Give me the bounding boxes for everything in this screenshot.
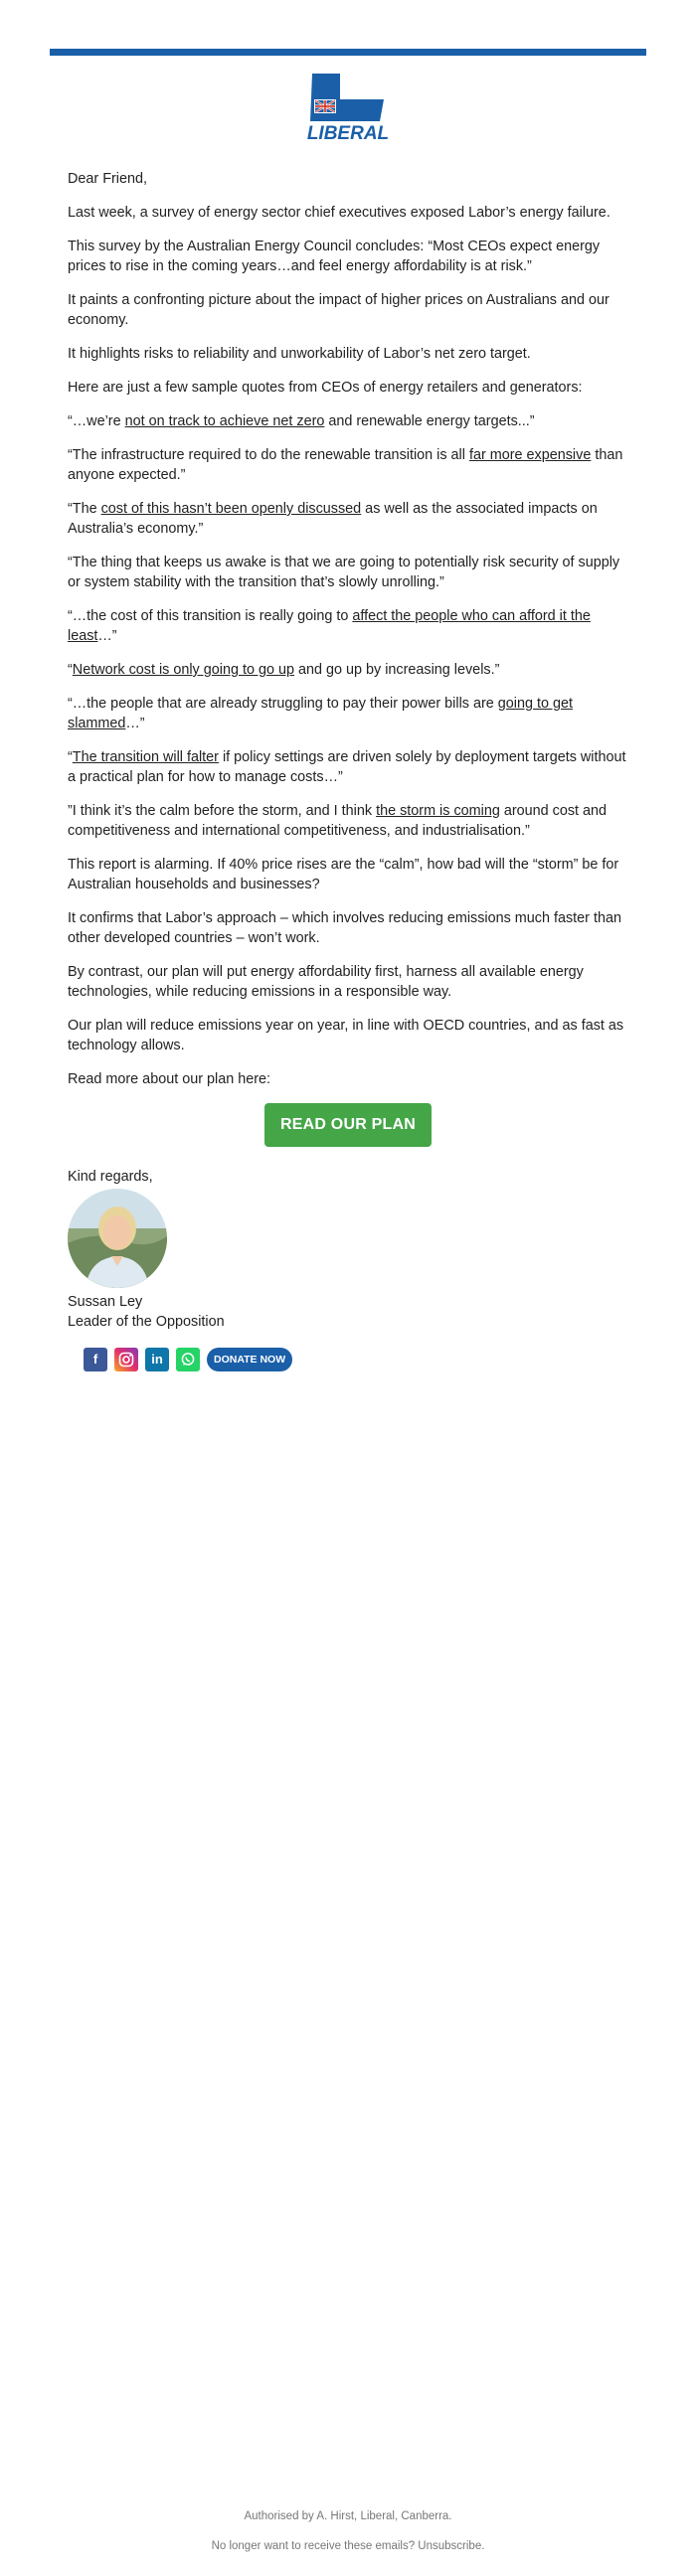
quote-link[interactable]: The transition will falter: [72, 749, 219, 765]
signoff: Kind regards,: [68, 1169, 153, 1185]
quote: “…the people that are already struggling to pay their power bills are going to get slammed…”: [68, 696, 573, 731]
paragraph: It confirms that Labor’s approach – which involves reducing emissions much faster than other developed countries – won’t work.: [68, 910, 621, 946]
paragraph: Our plan will reduce emissions year on year, in line with OECD countries, and as fast as technology allows.: [68, 1018, 624, 1053]
quote-link[interactable]: affect the people who can afford it the least: [68, 608, 591, 644]
logo-text: LIBERAL: [306, 123, 390, 144]
logo-shape: [310, 74, 384, 121]
paragraph: It highlights risks to reliability and unworkability of Labor’s net zero target.: [68, 346, 531, 362]
authorised-text: Authorised by A. Hirst, Liberal, Canberra.: [244, 2510, 452, 2522]
quote-link[interactable]: far more expensive: [468, 447, 592, 463]
quote: “The infrastructure required to do the renewable transition is all far more expensive than anyone expected.”: [68, 447, 623, 483]
linkedin-icon[interactable]: in: [145, 1348, 169, 1371]
greeting: Dear Friend,: [68, 171, 147, 187]
quote-link[interactable]: not on track to achieve net zero: [124, 413, 325, 429]
sender-role: Leader of the Opposition: [68, 1314, 225, 1330]
paragraph: It paints a confronting picture about the impact of higher prices on Australians and our economy.: [68, 292, 609, 328]
quote: “…we’re not on track to achieve net zero and renewable energy targets...”: [68, 413, 535, 429]
sender-name: Sussan Ley: [68, 1294, 143, 1310]
paragraph: This report is alarming. If 40% price rises are the “calm”, how bad will the “storm” be for Australian households and businesses?: [68, 857, 619, 892]
header-bar: [50, 49, 646, 56]
quote: “The transition will falter if policy settings are driven solely by deployment targets without a practical plan for how to manage costs…”: [68, 749, 626, 785]
quote: “The thing that keeps us awake is that we are going to potentially risk security of supply or system stability with the transition that’s slowly unrolling.”: [68, 555, 620, 590]
avatar: [68, 1189, 167, 1288]
facebook-icon[interactable]: f: [84, 1348, 107, 1371]
quote-link[interactable]: cost of this hasn’t been openly discussed: [100, 501, 362, 517]
donate-button[interactable]: DONATE NOW: [207, 1348, 292, 1371]
paragraph: Read more about our plan here:: [68, 1071, 270, 1087]
quote: “Network cost is only going to go up and go up by increasing levels.”: [68, 662, 500, 678]
quote-link[interactable]: going to get slammed: [68, 696, 573, 731]
paragraph: This survey by the Australian Energy Council concludes: “Most CEOs expect energy prices to rise in the coming years…and feel energy affordability is at risk.”: [68, 239, 601, 274]
paragraph: Here are just a few sample quotes from CEOs of energy retailers and generators:: [68, 380, 583, 396]
quote-link[interactable]: the storm is coming: [376, 803, 500, 819]
unsubscribe-link[interactable]: No longer want to receive these emails? Unsubscribe.: [211, 2540, 485, 2552]
whatsapp-icon[interactable]: [176, 1348, 200, 1371]
paragraph: Last week, a survey of energy sector chief executives exposed Labor’s energy failure.: [68, 205, 610, 221]
email-body: [68, 169, 628, 1371]
instagram-icon[interactable]: [114, 1348, 138, 1371]
social-links: [84, 1348, 628, 1371]
button-row: [68, 1103, 628, 1147]
liberal-logo[interactable]: [298, 70, 398, 144]
quote: “The cost of this hasn’t been openly discussed as well as the associated impacts on Australia’s economy.”: [68, 501, 598, 537]
paragraph: By contrast, our plan will put energy affordability first, harness all available energy technologies, while reducing emissions in a responsible way.: [68, 964, 584, 1000]
quote-link[interactable]: Network cost is only going to go up: [72, 662, 294, 678]
read-our-plan-button[interactable]: READ OUR PLAN: [264, 1103, 432, 1147]
quote: ”I think it’s the calm before the storm, and I think the storm is coming around cost and competitiveness and international competitiveness, and industrialisation.”: [68, 803, 608, 839]
quote: “…the cost of this transition is really going to affect the people who can afford it the least…”: [68, 608, 591, 644]
